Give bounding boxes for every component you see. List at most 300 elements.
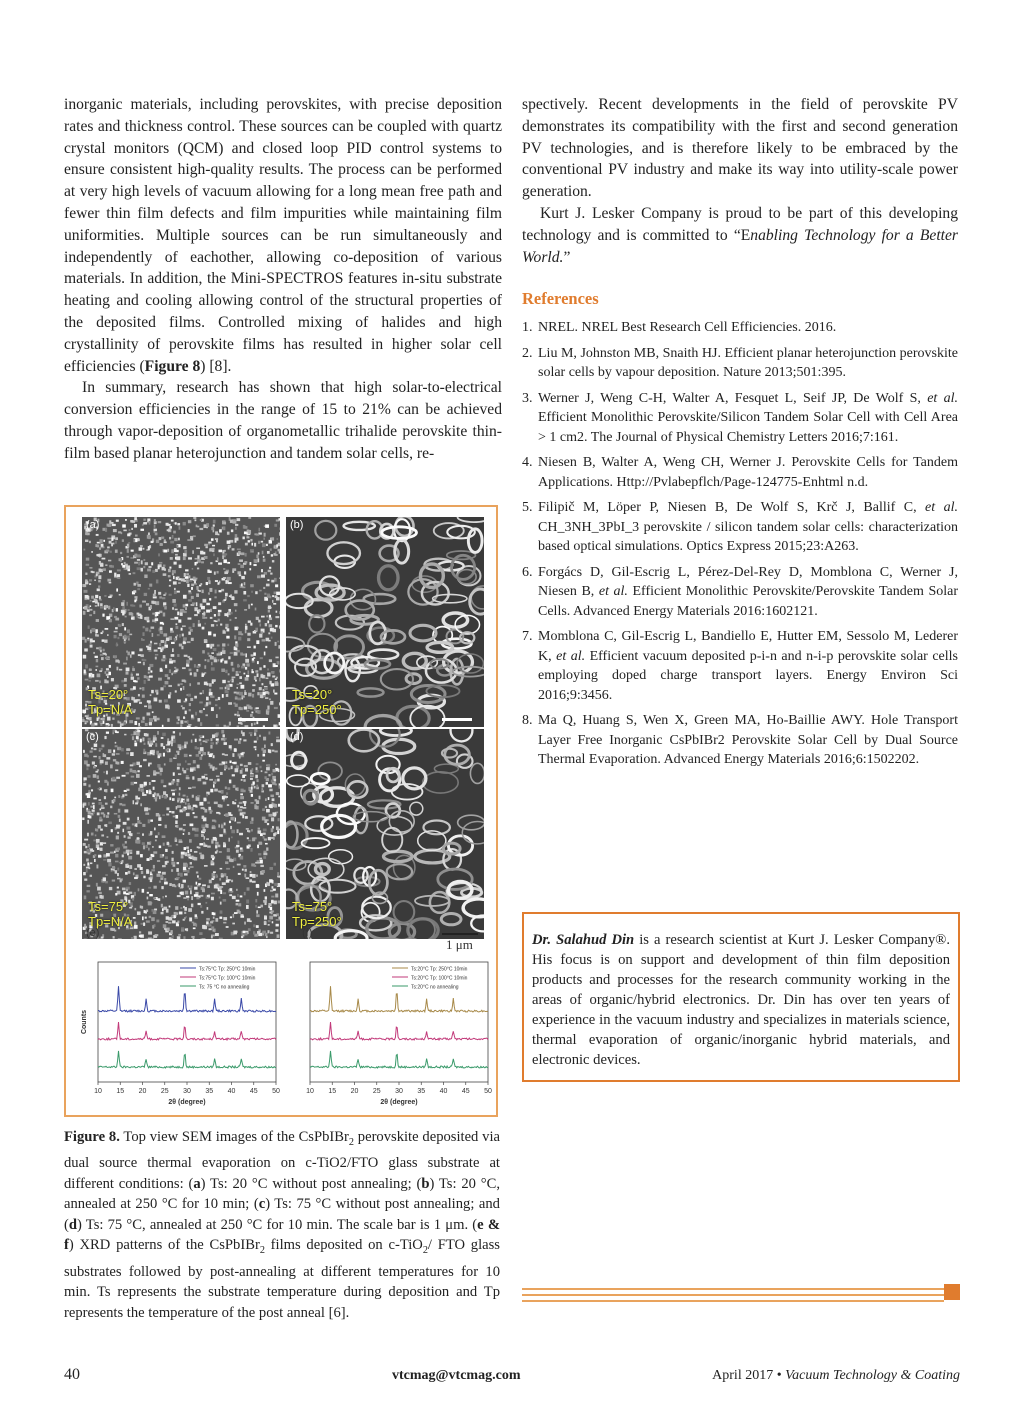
legend-label: Ts:75°C Tp: 100°C 10min [199,975,256,982]
sem-grain [263,836,265,839]
sem-grain [207,653,209,655]
sem-grain [256,925,259,928]
sem-grain [163,655,166,658]
sem-grain [180,892,183,895]
sem-grain [184,701,187,703]
sem-grain [239,756,241,759]
sem-grain [270,573,272,575]
x-tick-label: 45 [249,1088,258,1095]
sem-grain [243,739,246,741]
sem-grain [181,927,184,929]
sem-grain [262,931,266,934]
sem-grain [133,731,136,735]
sem-grain [140,654,143,657]
sem-grain [94,854,96,856]
sem-grain [271,637,273,639]
sem-grain [276,919,280,921]
sem-grain [108,596,111,598]
sem-grain [213,524,215,526]
sem-grain [165,849,168,852]
sem-grain [278,645,280,649]
sem-grain [250,562,252,565]
sem-grain [252,658,254,660]
sem-grain [183,546,186,549]
sem-grain [105,657,108,659]
sem-grain [251,654,254,656]
sem-grain [165,681,169,684]
sem-grain [247,837,249,839]
sem-grain [143,876,145,879]
sem-grain [169,594,172,596]
sem-grain [143,845,145,849]
sem-grain [219,938,223,939]
sem-grain [147,897,149,900]
sem-grain [215,538,218,540]
sem-grain [90,875,92,877]
sem-grain [142,548,144,550]
sem-grain [99,750,101,752]
sem-grain [149,644,152,647]
sem-grain [194,887,197,890]
sem-grain [206,697,209,701]
sem-grain [118,531,121,533]
sem-grain [240,793,243,795]
sem-grain [126,556,128,558]
sem-grain [244,802,246,806]
sem-grain [248,844,251,847]
sem-grain [188,520,191,523]
sem-grain [265,896,267,899]
sem-grain [140,545,143,547]
sem-grain [247,646,251,648]
sem-grain [230,916,232,918]
sem-grain [162,872,166,875]
sem-grain [146,603,149,605]
sem-grain [137,911,141,915]
sem-grain [265,646,267,648]
sem-grain [124,627,126,630]
sem-grain [108,724,110,726]
sem-grain [277,830,279,834]
sem-grain [151,541,154,543]
sem-grain [87,885,91,887]
sem-grain [211,538,214,541]
sem-grain [89,680,91,682]
sem-grain [127,544,129,548]
sem-grain [246,704,249,706]
sem-grain [182,610,185,612]
sem-grain [187,763,190,765]
x-tick-label: 35 [417,1088,426,1095]
x-tick-label: 20 [138,1088,147,1095]
sem-grain [254,646,256,649]
sem-grain [264,889,266,892]
sem-grain [128,856,132,860]
sem-grain [210,695,213,697]
sem-grain [107,524,110,527]
sem-grain [261,695,263,698]
sem-grain [225,670,227,673]
sem-grain [112,866,115,869]
sem-grain [175,837,177,840]
sem-grain [272,782,276,785]
sem-grain [135,802,138,804]
sem-grain [162,814,165,816]
sem-grain [251,786,253,789]
sem-grain [230,761,232,764]
sem-grain [162,865,166,867]
sem-grain [114,573,116,577]
sem-grain [215,842,218,845]
sem-grain [157,718,160,721]
sem-grain [247,638,250,641]
sem-grain [190,536,193,538]
sem-grain [155,798,157,801]
sem-grain [89,614,92,616]
sem-grain [223,526,225,530]
sem-grain [268,920,271,922]
sem-grain [87,862,89,865]
sem-grain [149,782,151,785]
sem-grain [203,708,205,710]
sem-grain [95,669,97,671]
sem-grain [207,885,210,888]
sem-grain [133,590,136,593]
sem-grain [199,802,203,806]
sem-grain [223,725,225,727]
sem-grain [179,732,181,735]
sem-grain [85,846,87,848]
sem-grain [162,896,164,898]
sem-grain [243,779,245,782]
sem-grain [163,613,165,617]
sem-grain [142,695,145,698]
sem-grain [221,790,224,794]
sem-grain [252,689,255,692]
sem-grain [189,709,191,711]
sem-grain [147,712,151,715]
sem-grain [213,606,217,609]
sem-grain [102,639,105,641]
sem-grain [147,701,151,703]
sem-grain [183,824,186,826]
sem-grain [230,817,233,820]
sem-grain [264,687,268,690]
sem-grain [250,623,252,626]
sem-grain [232,762,235,764]
sem-grain [235,537,239,540]
sem-grain [183,897,186,899]
sem-grain [200,519,203,521]
sem-grain [162,795,164,798]
sem-grain [258,558,260,562]
sem-grain [263,556,265,558]
panel-condition: Ts=75° Tp=N/A [88,899,133,929]
sem-grain [126,772,130,774]
sem-grain [124,641,126,643]
sem-grain [135,535,138,537]
sem-grain [175,754,177,758]
sem-grain [149,664,153,667]
sem-grain [270,548,272,550]
sem-grain [184,742,188,745]
sem-grain [233,802,236,804]
sem-grain [131,651,134,654]
sem-grain [174,915,176,918]
sem-grain [272,826,274,829]
sem-grain [86,604,89,606]
sem-grain [164,763,166,765]
sem-grain [274,779,277,781]
sem-grain [114,930,116,932]
sem-grain [184,917,186,919]
sem-grain [104,595,106,597]
sem-grain [223,842,225,845]
sem-grain [215,933,219,936]
legend-label: Ts: 75 °C no annealing [199,984,250,991]
sem-grain [115,550,118,553]
sem-grain [148,931,152,934]
sem-grain [169,883,172,886]
sem-grain [130,833,132,836]
sem-grain [193,938,195,939]
sem-grain [237,829,239,833]
sem-grain [146,910,148,912]
sem-grain [268,774,270,776]
sem-grain [169,937,171,939]
sem-grain [169,669,171,673]
sem-grain [153,787,155,790]
sem-grain [215,918,218,922]
sem-grain [193,760,196,763]
sem-grain [266,711,268,715]
sem-grain [213,520,216,524]
sem-grain [177,716,180,718]
sem-grain [264,921,266,923]
sem-grain [259,678,261,682]
sem-grain [119,633,122,636]
sem-grain [178,619,181,622]
sem-grain [140,803,142,806]
sem-grain [145,812,149,814]
body-paragraph: inorganic materials, including perovskites, with precise deposition rates and thickness control. These sources can be coupled with quartz crystal monitors (QCM) and closed loop PID control systems to ensure consistent high-quality results. The process can be performed at very high levels of vacuum allowing for a long mean free path and fewer thin film defects and film impurities while maintaining film uniformities. Multiple sources can be run simultaneously and independently of eachother, allowing co-deposition of various materials. In addition, the Mini-SPECTROS features in-situ substrate heating and cooling allowing control of the structural properties of the deposited films. Controlled mixing of halides and high crystallinity of perovskite films has resulted in higher solar cell efficiencies (Figure 8) [8]. [64,96,502,375]
sem-grain [259,667,261,670]
sem-grain [103,540,105,542]
sem-grain [129,720,133,723]
sem-grain [220,772,223,775]
sem-grain [224,553,228,555]
sem-grain [216,738,219,740]
left-column [64,94,502,465]
sem-grain [141,788,144,792]
sem-grain [109,619,112,622]
sem-grain [97,775,99,779]
sem-grain [251,829,253,832]
sem-grain [174,670,178,672]
sem-grain [105,789,107,792]
sem-grain [223,873,226,876]
sem-grain [159,845,161,848]
sem-grain [212,912,214,915]
sem-grain [271,828,274,832]
sem-grain [233,520,237,523]
sem-grain [207,659,209,662]
sem-grain [187,584,189,587]
sem-grain [152,633,154,637]
sem-grain [268,784,272,787]
x-tick-label: 30 [395,1088,403,1095]
sem-grain [268,610,270,613]
sem-grain [96,666,99,668]
sem-grain [276,792,279,795]
sem-grain [140,867,143,870]
sem-grain [171,790,175,792]
reference-number: 8. [522,713,533,729]
sem-grain [224,765,227,767]
sem-grain [144,743,146,745]
sem-grain [150,670,152,672]
sem-grain [145,734,148,737]
sem-grain [267,706,269,710]
sem-grain [242,587,245,589]
sem-grain [142,717,144,720]
sem-grain [241,552,245,555]
sem-grain [217,557,219,561]
x-tick-label: 40 [227,1088,236,1095]
sem-grain [114,616,117,618]
sem-grain [119,819,121,822]
body-paragraph: Kurt J. Lesker Company is proud to be part of this developing technology and is committed to “Enabling Technology for a Better World.” [522,204,958,266]
sem-grain [177,763,181,765]
sem-grain [99,680,101,683]
sem-grain [165,674,169,677]
sem-grain [131,618,133,620]
sem-grain [160,772,162,775]
sem-grain [227,540,231,543]
sem-grain [187,854,190,857]
sem-grain [197,526,199,528]
sem-grain [102,745,105,748]
sem-grain [112,543,114,545]
sem-grain [83,780,85,782]
sem-grain [232,548,235,550]
sem-grain [130,768,133,772]
sem-grain [117,873,119,876]
sem-grain [232,896,236,899]
sem-grain [132,823,136,825]
sem-grain [189,575,191,578]
sem-grain [93,805,95,809]
sem-grain [133,686,136,689]
sem-grain [85,598,88,600]
sem-grain [105,803,108,805]
sem-grain [234,912,238,914]
sem-grain [219,529,222,532]
sem-grain [256,555,258,559]
sem-grain [245,677,249,681]
sem-grain [148,741,150,744]
sem-grain [194,578,197,580]
sem-grain [211,897,214,901]
sem-grain [173,779,175,781]
sem-grain [254,732,256,735]
sem-grain [181,884,183,888]
xrd-series-line [98,1022,276,1040]
sem-grain [191,715,194,718]
sem-grain [242,812,245,814]
sem-grain [179,526,181,530]
sem-grain [254,676,256,680]
sem-grain [122,844,125,847]
sem-grain [187,539,191,541]
sem-grain [263,856,266,859]
sem-grain [233,931,237,935]
sem-grain [248,530,251,534]
sem-grain [148,667,150,671]
legend-label: Ts:20°C no annealing [411,984,459,991]
sem-grain [155,654,158,656]
sem-grain [155,835,158,837]
sem-grain [250,539,252,542]
sem-grain [184,873,188,875]
sem-grain [224,742,227,745]
sem-grain [202,855,204,859]
sem-grain [276,725,278,727]
sem-grain [146,617,150,621]
sem-grain [99,756,101,759]
sem-grain [201,751,204,753]
sem-grain [202,650,205,653]
sem-grain [175,820,177,824]
sem-grain [184,912,186,914]
sem-grain [191,638,194,641]
sem-grain [106,668,109,670]
sem-grain [215,851,217,853]
sem-grain [85,664,88,668]
sem-grain [199,528,203,530]
sem-grain [235,697,238,699]
sem-grain [258,552,260,554]
sem-grain [190,769,194,772]
sem-grain [199,739,201,742]
x-axis-label: 2θ (degree) [168,1099,206,1106]
sem-grain [260,675,263,678]
sem-grain [245,626,248,630]
sem-grain [91,571,93,573]
sem-grain [108,863,111,867]
sem-grain [126,667,130,671]
sem-grain [228,838,230,842]
sem-grain [211,926,214,929]
sem-grain [239,692,243,696]
sem-grain [148,887,151,889]
sem-grain [132,668,135,671]
sem-grain [265,524,269,528]
sem-grain [223,922,226,924]
sem-grain [97,674,101,678]
sem-grain [83,864,85,866]
sem-grain [248,620,251,622]
sem-grain [110,764,113,768]
sem-grain [96,839,100,843]
sem-grain [84,585,86,587]
sem-grain [269,814,273,817]
sem-grain [122,829,124,832]
sem-grain [192,568,194,570]
sem-grain [264,652,266,656]
sem-grain [104,640,107,643]
sem-grain [206,603,210,605]
